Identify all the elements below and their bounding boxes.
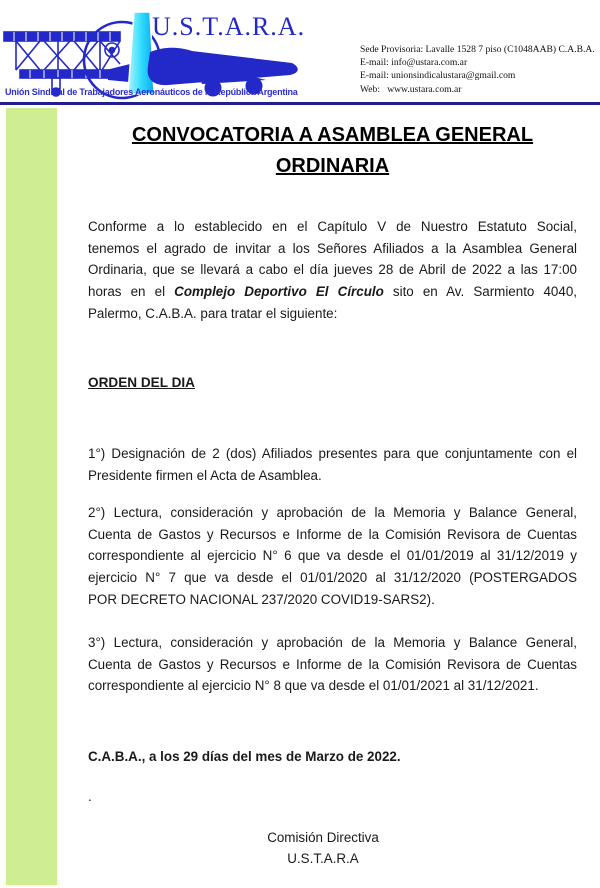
stray-dot: . (88, 789, 92, 804)
logo-acronym: U.S.T.A.R.A. (152, 12, 306, 41)
page-title-line-1: CONVOCATORIA A ASAMBLEA GENERAL (131, 124, 534, 146)
venue-name: Complejo Deportivo El Círculo (174, 284, 384, 300)
agenda-item-3: 3°) Lectura, consideración y aprobación de la Memoria y Balance General, Cuenta de Gastos y Recursos e Informe de la Comisión Revisora de Cuentas correspondiente al ejercicio N° 8 que va desde el 01/01/2021 al 31/12/2021. (88, 635, 577, 694)
contact-web: Web: www.ustara.com.ar (360, 83, 462, 95)
signature-org: U.S.T.A.R.A (287, 851, 359, 866)
contact-block (360, 43, 598, 96)
left-accent-bar (6, 108, 57, 885)
signature-block (88, 827, 558, 869)
agenda-item-2: 2°) Lectura, consideración y aprobación de la Memoria y Balance General, Cuenta de Gastos y Recursos e Informe de la Comisión Revisora de Cuentas correspondiente al ejercicio N° 6 que va desde el 01/01/2019 al 31/12/2019 y ejercicio N° 7 que va desde el 01/01/2020 al 31/12/2020 (POSTERGADOS POR DECRETO NACIONAL 237/2020 COVID19-SARS2). (88, 505, 577, 607)
logo-caption: Unión Sindical de Trabajadores Aeronáuticos de la República Argentina (5, 87, 298, 97)
contact-address: Sede Provisoria: Lavalle 1528 7 piso (C1048AAB) C.A.B.A. (360, 44, 595, 55)
contact-email-1: E-mail: info@ustara.com.ar (360, 57, 468, 69)
contact-email-2: E-mail: unionsindicalustara@gmail.com (360, 70, 516, 82)
signature-committee: Comisión Directiva (267, 830, 379, 845)
page-title-line-2: ORDINARIA (275, 155, 390, 177)
agenda-heading: ORDEN DEL DIA (88, 375, 195, 390)
header-divider (0, 102, 600, 105)
intro-paragraph: Conforme a lo establecido en el Capítulo V de Nuestro Estatuto Social, tenemos el agrado de invitar a los Señores Afiliados a la Asamblea General Ordinaria, que se llevará a cabo el día jueves 28 de Abril de 2022 a las 17:00 horas en el Complejo Deportivo El Círculo sito en Av. Sarmiento 4040, Palermo, C.A.B.A. para tratar el siguiente: (88, 219, 577, 321)
closing-date-line: C.A.B.A., a los 29 días del mes de Marzo de 2022. (88, 749, 401, 764)
page-title (88, 120, 577, 182)
agenda-item-1: 1°) Designación de 2 (dos) Afiliados presentes para que conjuntamente con el Presidente firmen el Acta de Asamblea. (88, 446, 577, 483)
